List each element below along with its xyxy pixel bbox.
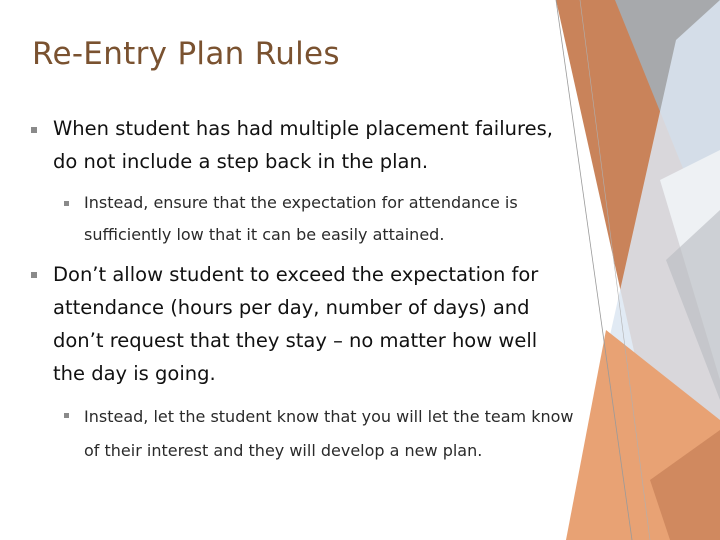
bullet-marker <box>64 413 69 418</box>
bullet-marker <box>64 201 69 206</box>
bullet-text: Don’t allow student to exceed the expectation for attendance (hours per day, number of days) and don’t request that they stay – no matter how well the day is going. <box>53 263 539 385</box>
sub-bullet-text: Instead, let the student know that you will let the team know of their interest and they will develop a new plan. <box>84 407 574 460</box>
bullet-marker <box>31 272 37 278</box>
bullet-text: When student has had multiple placement failures, do not include a step back in the plan. <box>53 117 553 173</box>
bullet-marker <box>31 127 37 133</box>
sub-bullet-text: Instead, ensure that the expectation for attendance is sufficiently low that it can be easily attained. <box>84 193 518 244</box>
slide-title: Re-Entry Plan Rules <box>32 36 340 72</box>
